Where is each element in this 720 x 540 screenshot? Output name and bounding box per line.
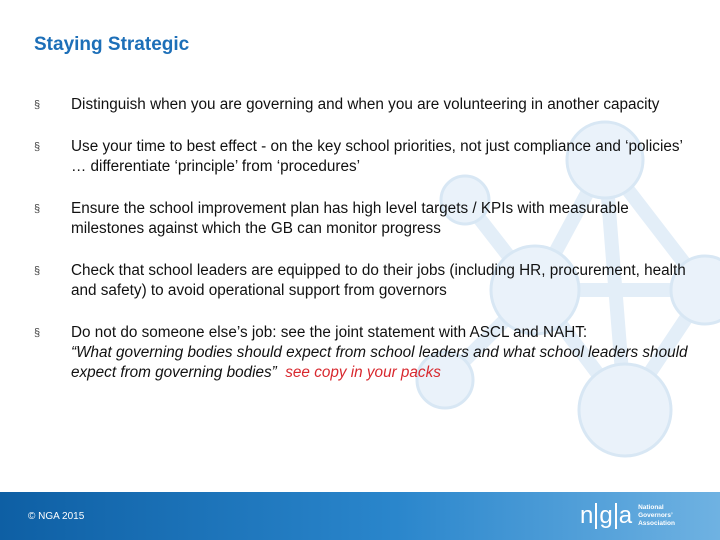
- bullet-text: Do not do someone else’s job: see the joint statement with ASCL and NAHT:: [71, 324, 588, 341]
- nga-logo: [580, 500, 675, 532]
- bullet-text: Ensure the school improvement plan has high level targets / KPIs with measurable milestones against which the GB can monitor progress: [71, 200, 629, 237]
- bullet-item: [34, 95, 694, 115]
- slide-title: Staying Strategic: [34, 34, 190, 55]
- bullet-marker-icon: §: [34, 265, 41, 277]
- logo-line-national: National: [638, 504, 664, 511]
- nga-logo-wordmark: [638, 504, 675, 528]
- nga-logo-mark: [580, 500, 632, 532]
- bullet-item: [34, 137, 694, 177]
- bullet-marker-icon: §: [34, 327, 41, 339]
- bullet-marker-icon: §: [34, 141, 41, 153]
- logo-divider: [615, 503, 617, 529]
- logo-letter-a: a: [618, 502, 633, 529]
- copyright-text: © NGA 2015: [28, 511, 85, 522]
- bullet-marker-icon: §: [34, 203, 41, 215]
- logo-line-governors: Governors’: [638, 512, 673, 519]
- statement-quote: “What governing bodies should expect from school leaders and what school leaders should expect from governing bodies”: [71, 344, 688, 381]
- bullet-item: [34, 323, 694, 383]
- logo-letter-g: g: [599, 502, 613, 529]
- logo-divider: [595, 503, 597, 529]
- quoted-statement-title: [71, 343, 694, 383]
- bullet-item: [34, 199, 694, 239]
- bullet-marker-icon: §: [34, 99, 41, 111]
- bullet-text: Distinguish when you are governing and when you are volunteering in another capacity: [71, 96, 660, 113]
- bullet-text: Use your time to best effect - on the key school priorities, not just compliance and ‘policies’ … differentiate ‘principle’ from ‘procedures’: [71, 138, 683, 175]
- logo-line-association: Association: [638, 520, 675, 527]
- footer-bar: [0, 492, 720, 540]
- bullet-list: [34, 95, 694, 405]
- logo-letter-n: n: [580, 502, 594, 529]
- bullet-item: [34, 261, 694, 301]
- bullet-text: Check that school leaders are equipped to do their jobs (including HR, procurement, health and safety) to avoid operational support from governors: [71, 262, 686, 299]
- see-copy-note: see copy in your packs: [285, 364, 441, 381]
